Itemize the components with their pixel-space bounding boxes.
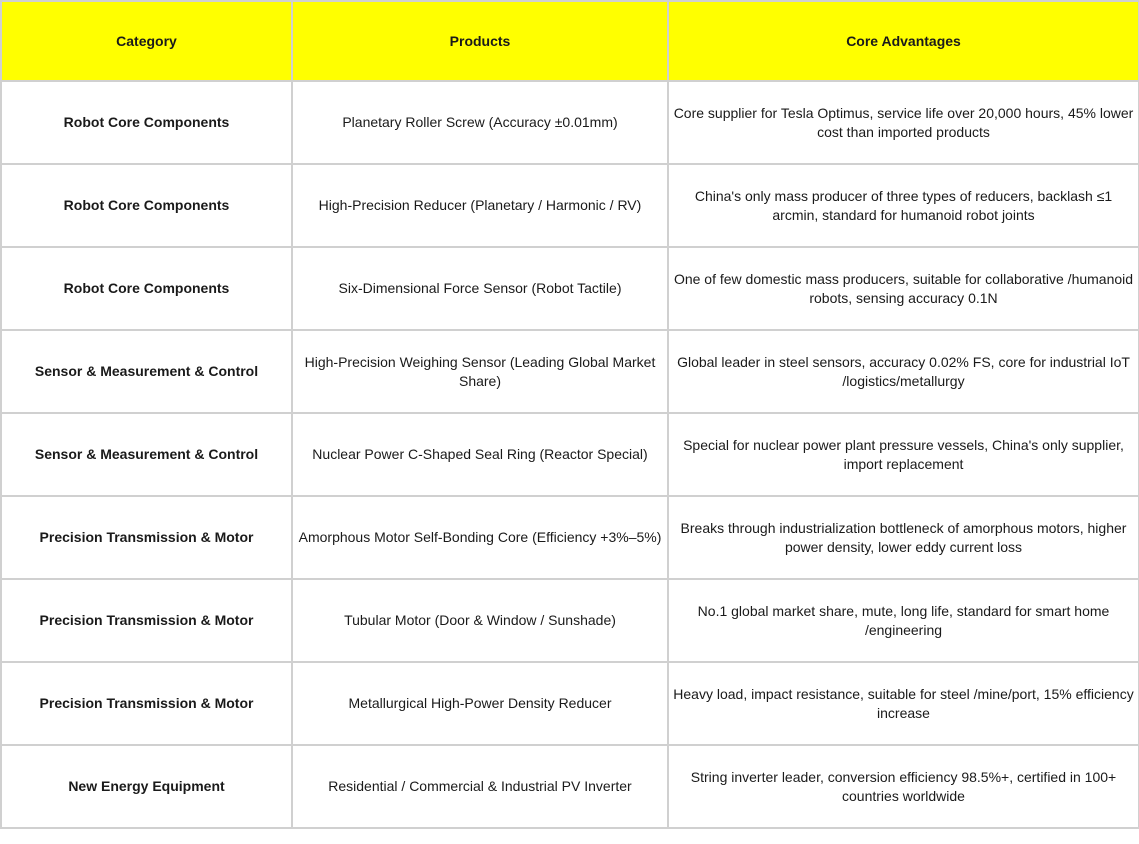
header-core-advantages: Core Advantages xyxy=(668,1,1139,81)
product-cell: Residential / Commercial & Industrial PV Inverter xyxy=(292,745,668,828)
category-cell: Precision Transmission & Motor xyxy=(1,662,292,745)
advantages-cell: Global leader in steel sensors, accuracy 0.02% FS, core for industrial IoT /logistics/metallurgy xyxy=(668,330,1139,413)
product-cell: Nuclear Power C-Shaped Seal Ring (Reactor Special) xyxy=(292,413,668,496)
category-cell: Robot Core Components xyxy=(1,81,292,164)
category-cell: Precision Transmission & Motor xyxy=(1,579,292,662)
table-row xyxy=(1,330,1139,413)
product-cell: High-Precision Reducer (Planetary / Harmonic / RV) xyxy=(292,164,668,247)
advantages-cell: China's only mass producer of three types of reducers, backlash ≤1 arcmin, standard for humanoid robot joints xyxy=(668,164,1139,247)
category-cell: New Energy Equipment xyxy=(1,745,292,828)
advantages-cell: String inverter leader, conversion efficiency 98.5%+, certified in 100+ countries worldwide xyxy=(668,745,1139,828)
category-cell: Robot Core Components xyxy=(1,247,292,330)
category-cell: Robot Core Components xyxy=(1,164,292,247)
advantages-cell: Heavy load, impact resistance, suitable for steel /mine/port, 15% efficiency increase xyxy=(668,662,1139,745)
table-row xyxy=(1,164,1139,247)
category-cell: Precision Transmission & Motor xyxy=(1,496,292,579)
product-cell: High-Precision Weighing Sensor (Leading Global Market Share) xyxy=(292,330,668,413)
header-products: Products xyxy=(292,1,668,81)
table-row xyxy=(1,413,1139,496)
table-row xyxy=(1,496,1139,579)
advantages-cell: No.1 global market share, mute, long life, standard for smart home /engineering xyxy=(668,579,1139,662)
advantages-cell: Core supplier for Tesla Optimus, service life over 20,000 hours, 45% lower cost than imported products xyxy=(668,81,1139,164)
product-cell: Amorphous Motor Self-Bonding Core (Efficiency +3%–5%) xyxy=(292,496,668,579)
table-row xyxy=(1,247,1139,330)
category-cell: Sensor & Measurement & Control xyxy=(1,413,292,496)
product-cell: Six-Dimensional Force Sensor (Robot Tactile) xyxy=(292,247,668,330)
product-cell: Tubular Motor (Door & Window / Sunshade) xyxy=(292,579,668,662)
product-cell: Planetary Roller Screw (Accuracy ±0.01mm) xyxy=(292,81,668,164)
advantages-cell: One of few domestic mass producers, suitable for collaborative /humanoid robots, sensing accuracy 0.1N xyxy=(668,247,1139,330)
table-row xyxy=(1,81,1139,164)
advantages-cell: Special for nuclear power plant pressure vessels, China's only supplier, import replacement xyxy=(668,413,1139,496)
advantages-cell: Breaks through industrialization bottleneck of amorphous motors, higher power density, lower eddy current loss xyxy=(668,496,1139,579)
header-row xyxy=(1,1,1139,81)
table-row xyxy=(1,745,1139,828)
table-row xyxy=(1,579,1139,662)
header-category: Category xyxy=(1,1,292,81)
category-cell: Sensor & Measurement & Control xyxy=(1,330,292,413)
product-cell: Metallurgical High-Power Density Reducer xyxy=(292,662,668,745)
table-row xyxy=(1,662,1139,745)
